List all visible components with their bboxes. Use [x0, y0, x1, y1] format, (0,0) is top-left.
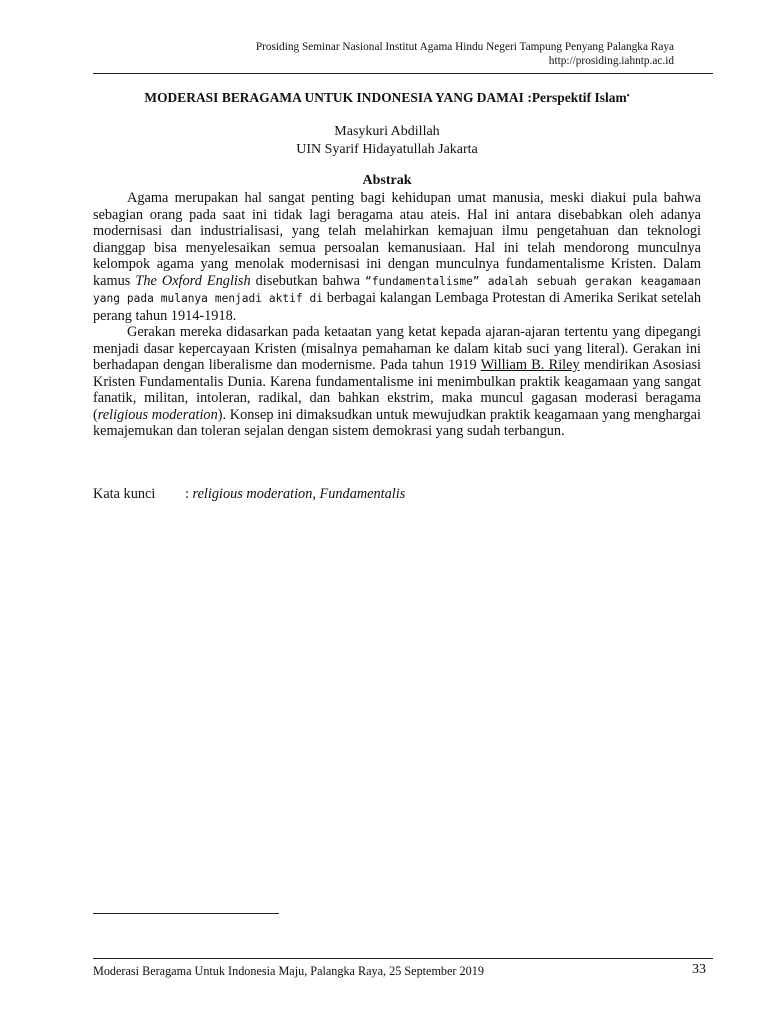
keywords-comma: ,	[312, 486, 320, 502]
abstract-p1-quote: “fundamentalisme” adalah sebuah gerakan keagamaan yang pada mulanya menjadi aktif di	[93, 274, 701, 305]
author-affiliation: UIN Syarif Hidayatullah Jakarta	[296, 142, 478, 157]
abstract-p1-text-c: berbagai kalangan Lembaga Protestan di Amerika Serikat setelah perang tahun 1914-1918.	[93, 290, 701, 324]
keywords-line	[93, 486, 701, 503]
footer-conference-info: Moderasi Beragama Untuk Indonesia Maju, Palangka Raya, 25 September 2019	[93, 964, 484, 978]
abstract-p2-italic-term: religious moderation	[97, 406, 218, 423]
abstract-body	[93, 190, 701, 440]
abstract-p1-text-a: Agama merupakan hal sangat penting bagi kehidupan umat manusia, meski diakui pula bahwa sebagian orang pada saat ini tidak lagi beragama atau ateis. Hal ini antara disebabkan oleh adanya modernisasi dan industrialisasi, yang telah melahirkan kemajuan ilmu pengetahuan dan teknologi dianggap bisa menyelesaikan semua persoalan kemanusiaan. Hal ini telah mendorong munculnya kelompok agama yang menolak modernisasi ini dengan munculnya fundamentalisme Kristen. Dalam kamus	[93, 190, 701, 289]
footnote-divider	[93, 913, 279, 914]
keyword-1: religious moderation	[192, 486, 313, 502]
abstract-p2-riley-link[interactable]: William B. Riley	[480, 357, 580, 373]
page-number: 33	[692, 962, 706, 977]
abstract-heading: Abstrak	[362, 173, 412, 188]
abstract-p2-text-c: ). Konsep ini dimaksudkan untuk mewujudkan praktik keagamaan yang menghargai kemajemukan dan toleran sejalan dengan sistem demokrasi yang sudah terbangun.	[93, 406, 701, 439]
title-footnote-mark: •	[626, 91, 630, 100]
header-divider	[93, 73, 713, 74]
keywords-label: Kata kunci	[93, 486, 156, 502]
author-block	[93, 123, 681, 159]
abstract-p2-text-b: mendirikan Asosiasi Kristen Fundamentalis Dunia. Karena fundamentalisme ini menimbulkan praktik keagamaan yang sangat fanatik, militan, intoleran, radikal, dan bahkan ekstrim, maka muncul gagasan moderasi beragama (	[93, 357, 701, 423]
abstract-p1-text-b: disebutkan bahwa	[250, 272, 366, 289]
abstract-paragraph-1	[93, 190, 701, 324]
header-url[interactable]: http://prosiding.iahntp.ac.id	[548, 55, 674, 67]
footer-divider	[93, 958, 713, 959]
author-name: Masykuri Abdillah	[334, 124, 440, 139]
abstract-p2-text-a: Gerakan mereka didasarkan pada ketaatan yang ketat kepada ajaran-ajaran tertentu yang dipegangi menjadi dasar kepercayaan Kristen (misalnya pemahaman ke dalam kitab suci yang literal). Gerakan ini berhadapan dengan liberalisme dan modernisme. Pada tahun 1919	[93, 324, 701, 373]
keyword-2: Fundamentalis	[319, 486, 406, 502]
abstract-p1-dictionary-title: The Oxford English	[135, 272, 251, 289]
paper-title	[93, 90, 681, 106]
abstract-paragraph-2	[93, 324, 701, 440]
keywords-separator: :	[185, 486, 193, 502]
running-header	[54, 40, 674, 68]
paper-title-text: MODERASI BERAGAMA UNTUK INDONESIA YANG DAMAI :Perspektif Islam	[144, 90, 627, 105]
header-proceedings-title: Prosiding Seminar Nasional Institut Agama Hindu Negeri Tampung Penyang Palangka Raya	[255, 41, 674, 53]
